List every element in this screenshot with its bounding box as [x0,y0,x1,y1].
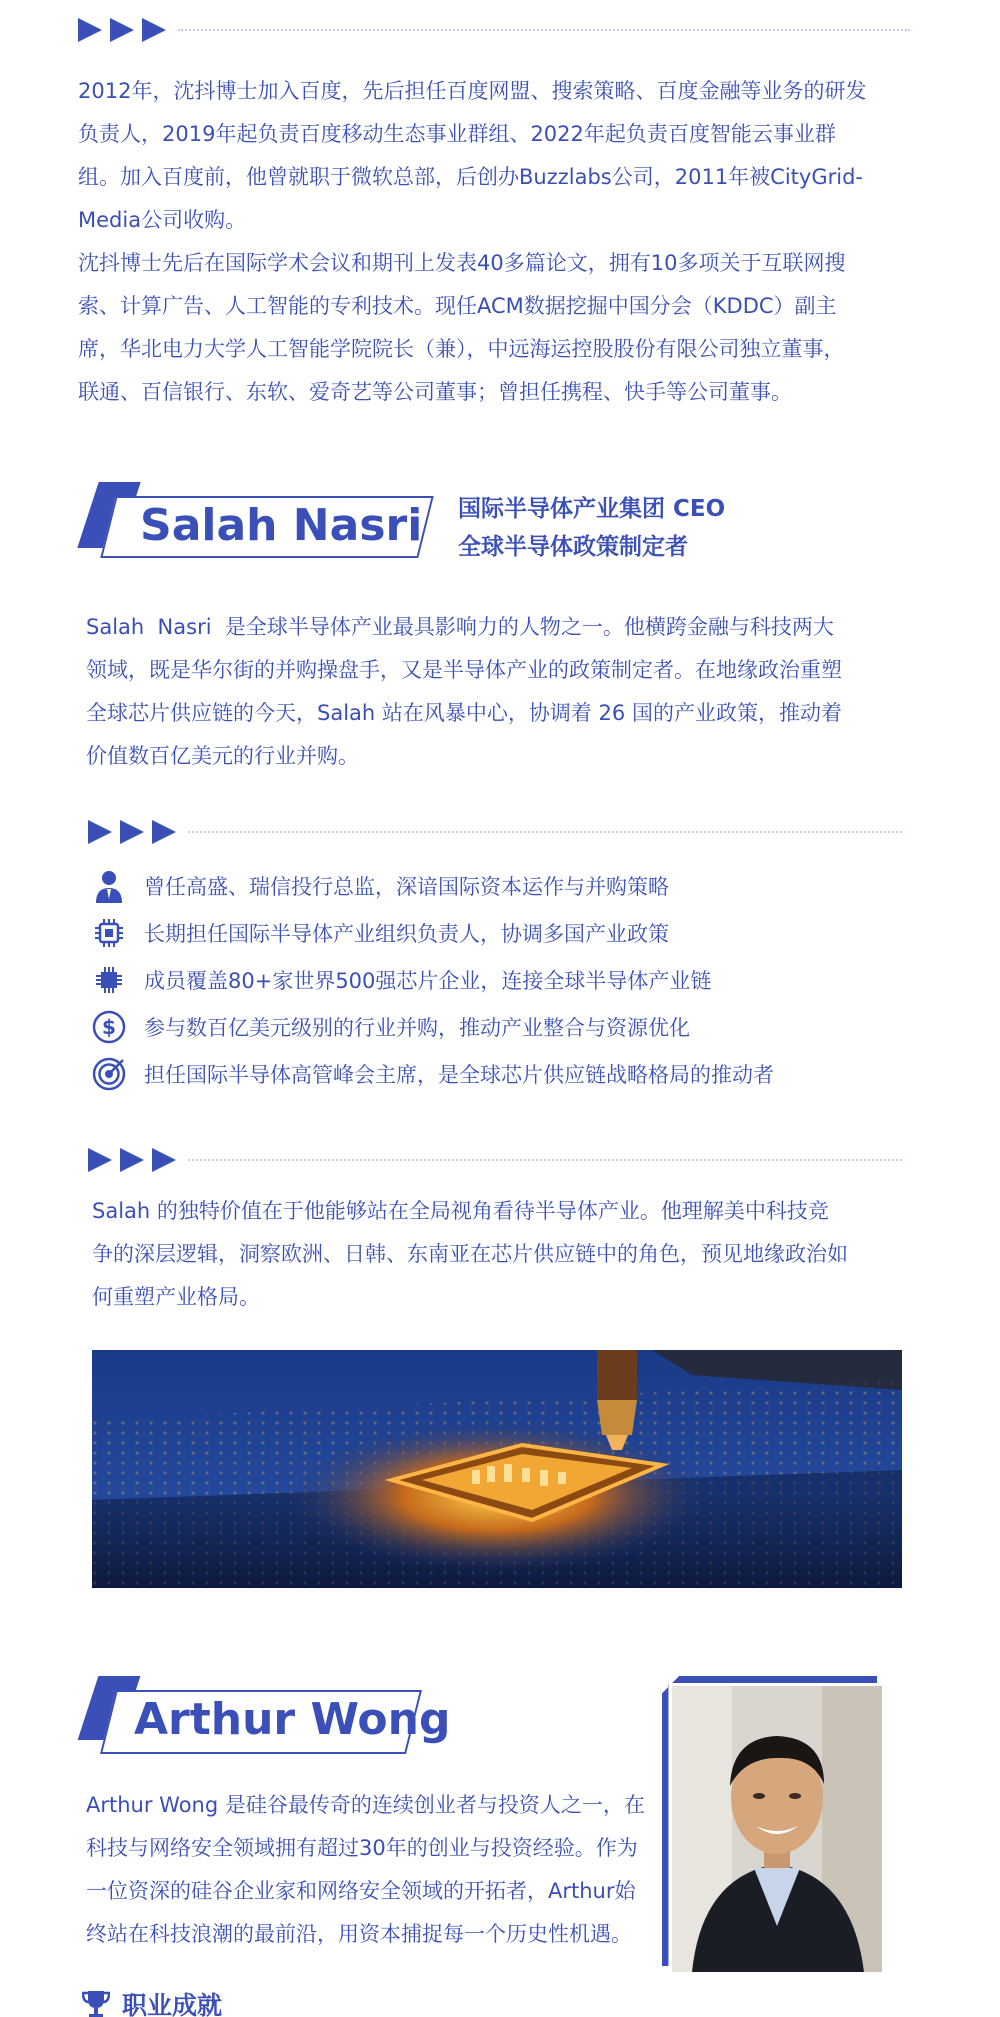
arrow-icon [78,18,102,42]
dotted-line [178,29,910,31]
text-line: Salah 的独特价值在于他能够站在全局视角看待半导体产业。他理解美中科技竞 [92,1199,829,1223]
text-line: 科技与网络安全领域拥有超过30年的创业与投资经验。作为 [86,1836,638,1860]
arthur-name: Arthur Wong [134,1694,451,1745]
section-divider-arrows [88,1148,902,1172]
arthur-name-block [78,1676,451,1760]
arrow-icon [110,18,134,42]
text-line: 负责人，2019年起负责百度移动生态事业群组、2022年起负责百度智能云事业群 [78,122,836,146]
salah-name-block [78,482,438,562]
dotted-line [188,1159,902,1161]
text-line: 组。加入百度前，他曾就职于微软总部，后创办Buzzlabs公司，2011年被CityGrid- [78,165,863,189]
list-item-text: 曾任高盛、瑞信投行总监，深谙国际资本运作与并购策略 [144,874,669,899]
section-divider-arrows [78,18,910,42]
arrow-icon [88,1148,112,1172]
dollar-icon [92,1010,126,1044]
trophy-icon [82,1989,110,2017]
list-item-text: 成员覆盖80+家世界500强芯片企业，连接全球半导体产业链 [144,968,712,993]
salah-title-1: 国际半导体产业集团 CEO [458,496,726,522]
person-icon [92,869,126,903]
list-item [92,1003,912,1050]
salah-value-paragraph [92,1190,922,1319]
arthur-portrait-frame [662,1676,882,1972]
list-item-text: 参与数百亿美元级别的行业并购，推动产业整合与资源优化 [144,1015,690,1040]
text-line: 一位资深的硅谷企业家和网络安全领域的开拓者，Arthur始 [86,1879,636,1903]
arrow-icon [152,1148,176,1172]
list-item [92,1050,912,1097]
circuit-board-photo [92,1350,902,1588]
text-line: 终站在科技浪潮的最前沿，用资本捕捉每一个历史性机遇。 [86,1922,632,1946]
text-line: Salah Nasri 是全球半导体产业最具影响力的人物之一。他横跨金融与科技两大 [86,615,834,639]
text-line: 席，华北电力大学人工智能学院院长（兼），中远海运控股股份有限公司独立董事， [78,337,845,361]
list-item-text: 担任国际半导体高管峰会主席，是全球芯片供应链战略格局的推动者 [144,1062,774,1087]
list-item-text: 长期担任国际半导体产业组织负责人，协调多国产业政策 [144,921,669,946]
salah-bio [86,606,926,778]
text-line: 领域，既是华尔街的并购操盘手，又是半导体产业的政策制定者。在地缘政治重塑 [86,658,842,682]
arthur-bio [86,1784,666,1956]
intro-paragraph-1 [78,70,918,242]
text-line: Media公司收购。 [78,208,247,232]
svg-text:$: $ [102,1014,116,1039]
text-line: 何重塑产业格局。 [92,1285,260,1309]
salah-achievement-list [92,862,912,1097]
text-line: 2012年，沈抖博士加入百度，先后担任百度网盟、搜索策略、百度金融等业务的研发 [78,79,867,103]
text-line: 联通、百信银行、东软、爱奇艺等公司董事；曾担任携程、快手等公司董事。 [78,380,792,404]
salah-name: Salah Nasri [140,500,423,551]
text-line: 沈抖博士先后在国际学术会议和期刊上发表40多篇论文，拥有10多项关于互联网搜 [78,251,846,275]
career-achievements-heading [82,1986,222,2017]
arrow-icon [88,820,112,844]
arthur-portrait-photo [672,1686,882,1972]
target-icon [92,1057,126,1091]
text-line: Arthur Wong 是硅谷最传奇的连续创业者与投资人之一，在 [86,1793,645,1817]
arrow-icon [142,18,166,42]
chip-small-icon [92,963,126,997]
salah-titles [458,490,725,566]
arrow-icon [120,820,144,844]
list-item [92,909,912,956]
intro-paragraph-2 [78,242,918,414]
chip-icon [92,916,126,950]
arrow-icon [152,820,176,844]
text-line: 全球芯片供应链的今天，Salah 站在风暴中心，协调着 26 国的产业政策，推动着 [86,701,842,725]
list-item [92,862,912,909]
text-line: 争的深层逻辑，洞察欧洲、日韩、东南亚在芯片供应链中的角色，预见地缘政治如 [92,1242,848,1266]
salah-title-2: 全球半导体政策制定者 [458,534,688,560]
career-heading-text: 职业成就 [122,1991,223,2017]
dotted-line [188,831,902,833]
text-line: 索、计算广告、人工智能的专利技术。现任ACM数据挖掘中国分会（KDDC）副主 [78,294,837,318]
list-item [92,956,912,1003]
text-line: 价值数百亿美元的行业并购。 [86,744,359,768]
section-divider-arrows [88,820,902,844]
arrow-icon [120,1148,144,1172]
